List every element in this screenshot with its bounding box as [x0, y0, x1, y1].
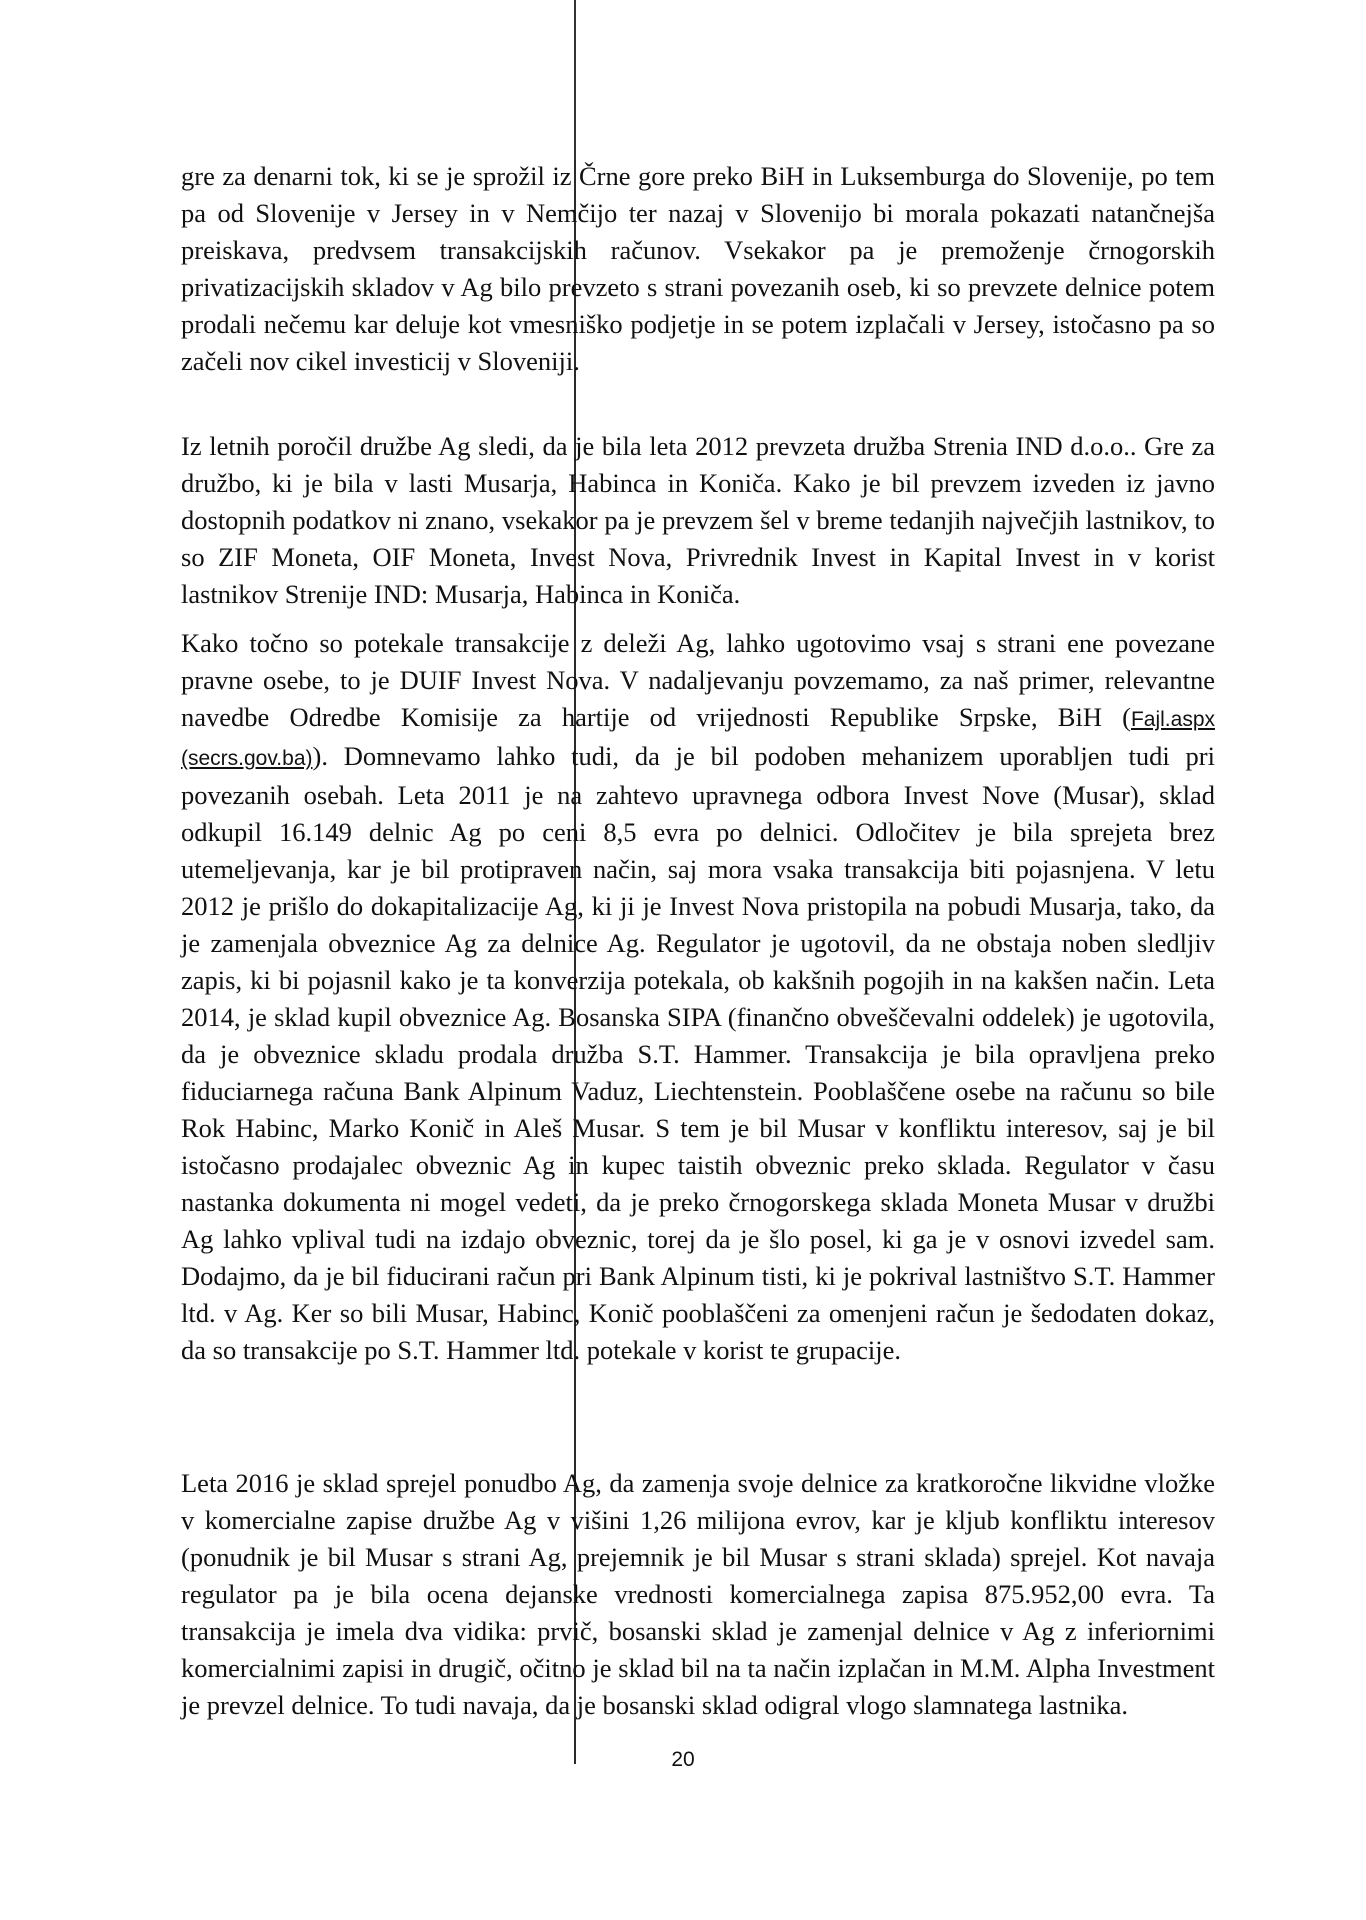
paragraph-transactions-body: Domnevamo lahko tudi, da je bil podoben mehanizem uporabljen tudi pri povezanih osebah. Leta 2011 je na zahtevo upravnega odbora Invest Nove (Musar), sklad odkupil 16.149 delnic Ag po ceni 8,5 evra po delnici. Odločitev je bila sprejeta brez utemeljevanja, kar je bil protipraven način, saj mora vsaka transakcija biti pojasnjena. V letu 2012 je prišlo do dokapitalizacije Ag, ki ji je Invest Nova pristopila na pobudi Musarja, tako, da je zamenjala obveznice Ag za delnice Ag. Regulator je ugotovil, da ne obstaja noben sledljiv zapis, ki bi pojasnil kako je ta konverzija potekala, ob kakšnih pogojih in na kakšen način. Leta 2014, je sklad kupil obveznice Ag. Bosanska SIPA (finančno obveščevalni oddelek) je ugotovila, da je obveznice skladu prodala družba S.T. Hammer. Transakcija je bila opravljena preko fiduciarnega računa Bank Alpinum Vaduz, Liechtenstein. Pooblaščene osebe na računu so bile Rok Habinc, Marko Konič in Aleš Musar. S tem je bil Musar v konfliktu interesov, saj je bil istočasno prodajalec obveznic Ag in kupec taistih obveznic preko sklada. Regulator v času nastanka dokumenta ni mogel vedeti, da je preko črnogorskega sklada Moneta Musar v družbi Ag lahko vplival tudi na izdajo obveznic, torej da je šlo posel, ki ga je v osnovi izvedel sam. Dodajmo, da je bil fiducirani račun pri Bank Alpinum tisti, ki je pokrival lastništvo S.T. Hammer ltd. v Ag. Ker so bili Musar, Habinc, Konič pooblaščeni za omenjeni račun je šedodaten dokaz, da so transakcije po S.T. Hammer ltd. potekale v korist te grupacije. — [181, 741, 1215, 1365]
paragraph-2016-offer: Leta 2016 je sklad sprejel ponudbo Ag, da zamenja svoje delnice za kratkoročne likvidne vložke v komercialne zapise družbe Ag v višini 1,26 milijona evrov, kar je kljub konfliktu interesov (ponudnik je bil Musar s strani Ag, prejemnik je bil Musar s strani sklada) sprejel. Kot navaja regulator pa je bila ocena dejanske vrednosti komercialnega zapisa 875.952,00 evra. Ta transakcija je imela dva vidika: prvič, bosanski sklad je zamenjal delnice v Ag z inferiornimi komercialnimi zapisi in drugič, očitno je sklad bil na ta način izplačan in M.M. Alpha Investment je prevzel delnice. To tudi navaja, da je bosanski sklad odigral vlogo slamnatega lastnika. — [181, 1468, 1215, 1720]
paragraph-annual-reports: Iz letnih poročil družbe Ag sledi, da je bila leta 2012 prevzeta družba Strenia IND d.o.o.. Gre za družbo, ki je bila v lasti Musarja, Habinca in Koniča. Kako je bil prevzem izveden iz javno dostopnih podatkov ni znano, vsekakor pa je prevzem šel v breme tedanjih največjih lastnikov, to so ZIF Moneta, OIF Moneta, Invest Nova, Privrednik Invest in Kapital Invest in v korist lastnikov Strenije IND: Musarja, Habinca in Koniča. — [181, 431, 1215, 609]
paragraph-transactions-intro: Kako točno so potekale transakcije z deleži Ag, lahko ugotovimo vsaj s strani ene povezane pravne osebe, to je DUIF Invest Nova. V nadaljevanju povzemamo, za naš primer, relevantne navedbe Odredbe Komisije za hartije od vrijednosti Republike Srpske, BiH ( — [181, 628, 1215, 732]
source-link[interactable]: Fajl.aspx (secrs.gov.ba) — [181, 708, 1215, 770]
paragraph-transactions-link-close: ). — [312, 741, 344, 771]
scan-fold-line — [574, 0, 576, 160]
page-number: 20 — [671, 1748, 695, 1771]
paragraph-money-flow: gre za denarni tok, ki se je sprožil iz Črne gore preko BiH in Luksemburga do Slovenije, po tem pa od Slovenije v Jersey in v Nemčijo ter nazaj v Slovenijo bi morala pokazati natančnejša preiskava, predvsem transakcijskih računov. Vsekakor pa je premoženje črnogorskih privatizacijskih skladov v Ag bilo prevzeto s strani povezanih oseb, ki so prevzete delnice potem prodali nečemu kar deluje kot vmesniško podjetje in se potem izplačali v Jersey, istočasno pa so začeli nov cikel investicij v Sloveniji. — [181, 161, 1215, 376]
paragraph-transactions — [181, 625, 1215, 1369]
